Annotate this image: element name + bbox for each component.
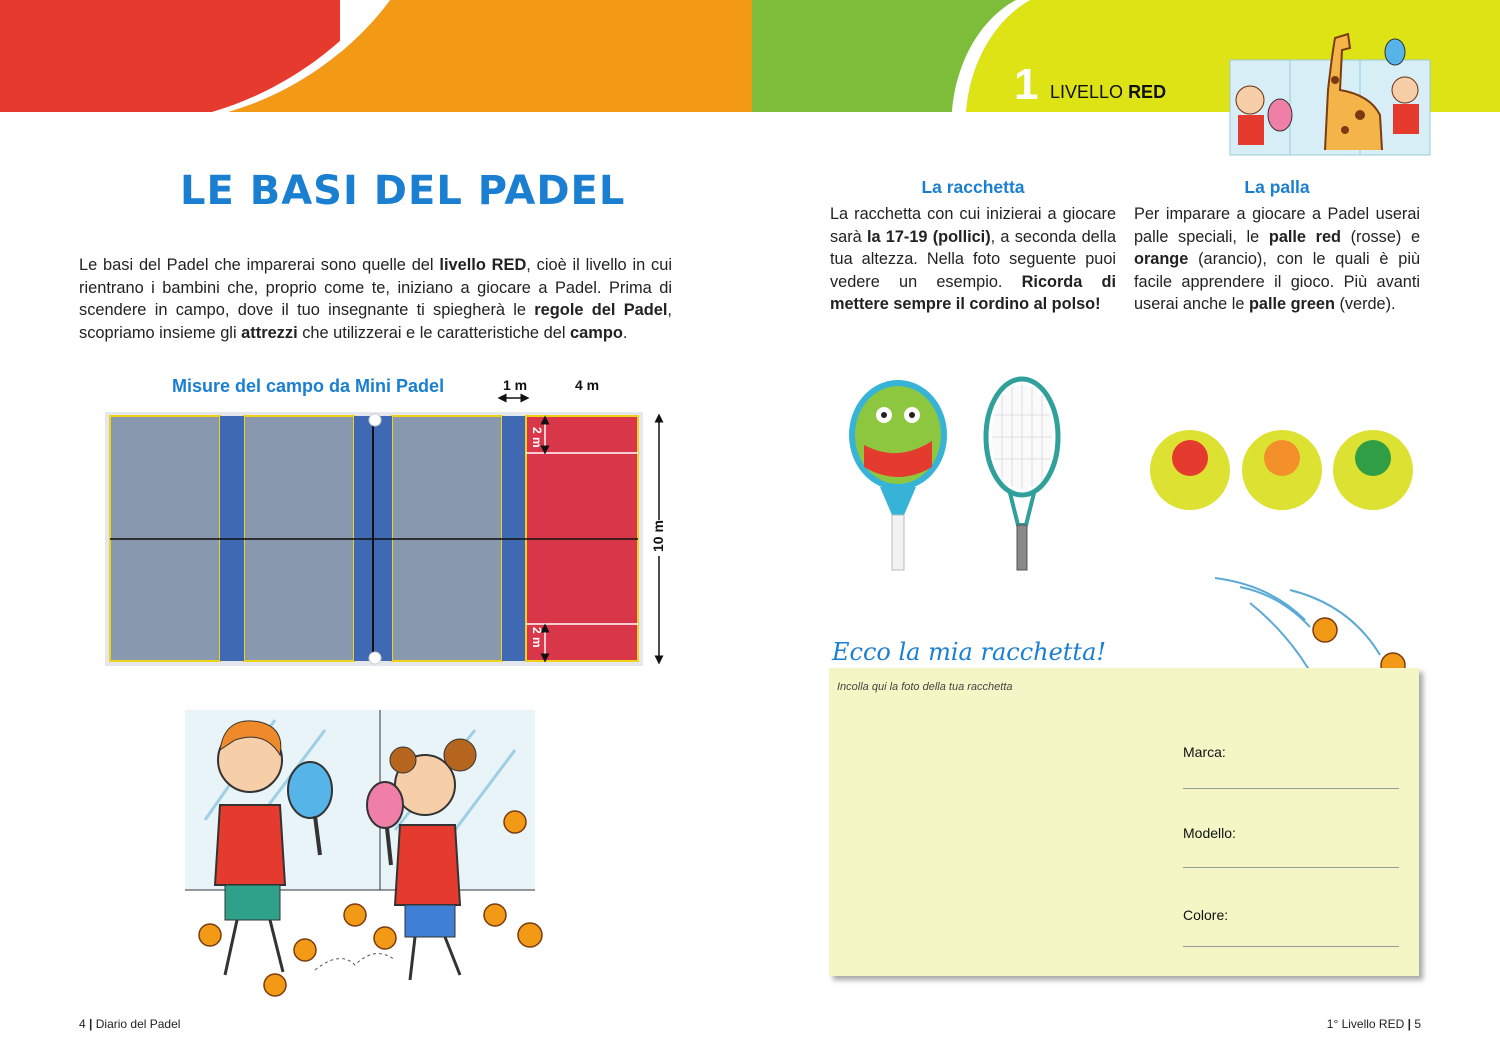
- text-run: Per imparare a giocare a Padel userai palle speciali, le: [1134, 205, 1420, 246]
- field-label-brand: Marca:: [1183, 744, 1226, 760]
- field-line-brand[interactable]: [1183, 788, 1399, 789]
- bold-text: attrezzi: [241, 323, 298, 342]
- racket-heading: La racchetta: [921, 177, 1025, 197]
- bold-text: campo: [570, 323, 623, 342]
- text-run: (arancio), con le quali è più facile apprendere il gioco. Più avanti userai anche le: [1134, 250, 1420, 313]
- field-line-color[interactable]: [1183, 946, 1399, 947]
- giraffe-kids-illustration: [1210, 20, 1440, 170]
- green-ball-dot: [1355, 440, 1391, 476]
- racket-paragraph: [830, 203, 1116, 316]
- bold-text: regole del Padel: [534, 301, 668, 319]
- rackets-photo: [840, 375, 1080, 575]
- text-run: (verde).: [1334, 295, 1396, 313]
- photo-box-heading: Ecco la mia racchetta!: [832, 638, 1107, 666]
- bold-text: livello RED: [439, 256, 527, 274]
- ball-heading: La palla: [1244, 177, 1310, 197]
- field-label-model: Modello:: [1183, 825, 1236, 841]
- text-run: , scopriamo insieme gli: [79, 301, 672, 342]
- footer-left: 4 | Diario del Padel: [79, 1017, 181, 1031]
- level-number: 1: [1014, 60, 1039, 109]
- text-run: Le basi del Padel che imparerai sono quelle del: [79, 256, 440, 274]
- text-run: La racchetta con cui inizierai a giocare sarà: [830, 205, 1116, 246]
- text-run: che utilizzerai e le caratteristiche del: [297, 323, 571, 342]
- court-title: Misure del campo da Mini Padel: [172, 376, 445, 396]
- field-line-model[interactable]: [1183, 867, 1399, 868]
- bold-text: Ricorda di mettere sempre il cordino al polso!: [830, 272, 1116, 313]
- field-label-color: Colore:: [1183, 907, 1229, 923]
- bold-text: palle red: [1268, 227, 1341, 246]
- intro-paragraph: [79, 254, 672, 344]
- bold-text: palle green: [1248, 295, 1335, 313]
- text-run: , a seconda della tua altezza. Nella foto seguente puoi vedere un esempio.: [830, 227, 1116, 291]
- racket-photo-box: [829, 668, 1419, 976]
- ball-paragraph: [1134, 203, 1420, 316]
- court-dim-10m: 10 m: [650, 520, 666, 552]
- bold-text: la 17-19 (pollici): [866, 227, 991, 246]
- level-label: LIVELLO RED: [1050, 82, 1167, 102]
- mini-padel-court-diagram: [100, 392, 680, 674]
- bold-text: orange: [1134, 250, 1189, 268]
- page-title: LE BASI DEL PADEL: [180, 168, 626, 214]
- text-run: (rosse) e: [1340, 227, 1421, 246]
- text-run: , cioè il livello in cui rientrano i bambini che, proprio come te, iniziano a giocare a Padel. Prima di scendere in campo, dove il tuo insegnante ti spiegherà le: [79, 256, 672, 319]
- court-dim-4m: 4 m: [575, 377, 600, 393]
- court-dim-service-bottom: 2 m: [530, 627, 544, 648]
- court-dim-1m: 1 m: [503, 377, 528, 393]
- text-run: .: [622, 323, 628, 342]
- court-dim-service-top: 2 m: [530, 427, 544, 448]
- orange-ball-dot: [1264, 440, 1300, 476]
- photo-box-hint: Incolla qui la foto della tua racchetta: [837, 681, 1013, 693]
- training-balls-photo: [1150, 425, 1420, 515]
- kids-padel-illustration: [165, 710, 555, 1005]
- footer-right: 1° Livello RED | 5: [1326, 1017, 1421, 1031]
- red-ball-dot: [1172, 440, 1208, 476]
